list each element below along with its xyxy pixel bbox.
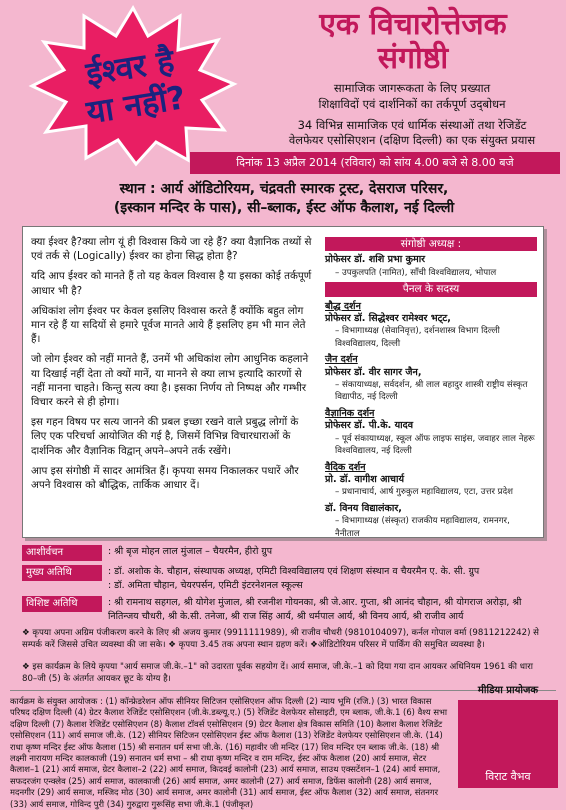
chief-guest-value: : डॉ. अशोक के. चौहान, संस्थापक अध्यक्ष, एमिटी विश्वविद्यालय एवं शिक्षण संस्थान व चैयरमैन ए. के. सी. ग्रुप <box>108 566 480 577</box>
panel-section <box>325 503 537 540</box>
guest-row-chief <box>22 565 544 592</box>
main-content-box <box>22 226 544 538</box>
member-name: प्रो. डॉ. वागीश आचार्य <box>325 473 405 485</box>
section-title: जैन दर्शन <box>325 354 358 366</box>
chief-guest-label: मुख्य अतिथि <box>22 565 102 581</box>
venue-line-1: स्थान : आर्य ऑडिटोरियम, चंद्रवती स्मारक ट्रस्ट, देसराज परिसर, <box>119 181 449 197</box>
panel-section <box>325 354 537 404</box>
media-sponsor-logo <box>458 700 558 788</box>
panel-section <box>325 301 537 351</box>
guest-row-special <box>22 596 544 623</box>
registration-notes <box>22 628 544 653</box>
venue-line-2: (इस्कान मन्दिर के पास), सी–ब्लाक, ईस्ट ऑफ कैलाश, नई दिल्ली <box>113 200 455 216</box>
member-designation: – विभागाध्यक्ष (सेवानिवृत्त), दर्शनशास्त्र विभाग दिल्ली विश्वविद्यालय, दिल्ली <box>335 326 500 349</box>
intro-paragraph: जो लोग ईश्वर को नहीं मानते हैं, उनमें भी अधिकांश लोग आधुनिक कहलाने या दिखाई नहीं देता तो क्यों मानें, या मानने से क्या लाभ इत्यादि कारणों से नहीं मानना चाहते। किन्तु सत्य क्या है। इसका निर्णय तो निष्पक्ष और गम्भीर विचार करने से ही होगा। <box>31 353 309 409</box>
organizations-line <box>262 118 562 148</box>
organizations-line-2: वेलफेयर एसोसिएशन (दक्षिण दिल्ली) का एक संयुक्त प्रयास <box>288 133 536 147</box>
subtitle <box>262 80 562 112</box>
special-guest-value: : श्री रामनाथ सहगल, श्री योगेश मुंजाल, श्री रजनीश गोयनका, श्री जे.आर. गुप्ता, श्री आनंद चौहान, श्री योगराज अरोड़ा, श्री नितिन्जय चौधरी, श्री के.सी. तनेजा, श्री राज सिंह आर्य, श्री धर्मपाल आर्य, श्री विनय आर्य, श्री राजीव आर्य <box>108 597 522 622</box>
speaker-panel <box>325 237 537 543</box>
subtitle-line-1: सामाजिक जागरूकता के लिए प्रख्यात <box>333 81 491 95</box>
chief-guest-value: : डॉ. अमिता चौहान, चेयरपर्सन, एमिटी इंटरनेशनल स्कूल्स <box>108 579 303 591</box>
member-name: प्रोफेसर डॉ. वीर सागर जैन, <box>325 366 422 378</box>
member-designation: – पूर्व संकायाध्यक्ष, स्कूल ऑफ लाइफ साइंस, जवाहर लाल नेहरू विश्वविद्यालय, नई दिल्ली <box>335 433 535 457</box>
members-heading: पैनल के सदस्य <box>325 282 537 296</box>
member-designation: – विभागाध्यक्ष (संस्कृत) राजकीय महाविद्यालय, रामनगर, नैनीताल <box>335 516 510 539</box>
media-sponsor-label: मीडिया प्रायोजक <box>477 685 539 696</box>
member-name: डॉ. विनय विद्यालंकार, <box>325 502 402 514</box>
blessing-label: आशीर्वचन <box>22 545 102 561</box>
section-title: वैदिक दर्शन <box>325 461 366 473</box>
section-title: वैज्ञानिक दर्शन <box>325 407 375 419</box>
badge-line-2: या नहीं? <box>83 78 189 132</box>
member-name: प्रोफेसर डॉ. पी.के. यादव <box>325 420 414 432</box>
tax-note: ❖ इस कार्यक्रम के लिये कृपया "आर्य समाज जी.के.–1" को उदारता पूर्वक सहयोग दें। आर्य समाज, जी.के.–1 को दिया गया दान आयकर अधिनियम 1961 की धारा 80–जी (5) के अंतर्गत आयकर छूट के योग्य है। <box>22 662 533 684</box>
media-sponsor <box>458 682 558 794</box>
date-bar: दिनांक 13 अप्रैल 2014 (रविवार) को सांय 4.00 बजे से 8.00 बजे <box>190 152 560 174</box>
intro-paragraph: क्या ईश्वर है?क्या लोग यूं ही विश्वास किये जा रहे हैं? क्या वैज्ञानिक तथ्यों से एवं तर्क से (Logically) ईश्वर का होना सिद्ध होता है? <box>31 236 312 263</box>
registration-note: ❖ कृपया अपना अग्रिम पंजीकरण करने के लिए श्री अजय कुमार (9911111989), श्री राजीव चौधरी (9810104097), कर्नल गोपाल वर्मा (9811212242) से सम्पर्क करें जिससे उचित व्यवस्था की जा सके। ❖ कृपया 3.45 तक अपना स्थान ग्रहण करें। ❖ऑडिटोरियम परिसर में पार्किंग की समुचित व्यवस्था है। <box>22 628 539 650</box>
chair-name: प्रोफेसर डॉ. शशि प्रभा कुमार <box>325 254 426 266</box>
badge-line-1: ईश्वर है <box>83 41 177 93</box>
member-designation: – प्रधानाचार्य, आर्ष गुरुकुल महाविद्यालय, एटा, उत्तर प्रदेश <box>335 487 513 498</box>
panel-section <box>325 408 537 458</box>
member-designation: – संकायाध्यक्ष, सर्वदर्शन, श्री लाल बहादुर शास्त्री राष्ट्रीय संस्कृत विद्यापीठ, नई दिल्ली <box>335 380 528 403</box>
guest-list <box>22 545 544 627</box>
venue <box>8 180 560 218</box>
blessing-value: : श्री बृज मोहन लाल मुंजाल – चैयरमैन, हीरो ग्रुप <box>108 546 273 557</box>
intro-paragraph: आप इस संगोष्ठी में सादर आमंत्रित हैं। कृपया समय निकालकर पधारें और अपने विश्वास को बौद्धिक, तार्किक आधार दें। <box>31 464 299 492</box>
panel-section <box>325 462 537 499</box>
member-name: प्रोफेसर डॉ. सिद्धेश्वर रामेश्वर भट्‌ट, <box>325 313 451 325</box>
intro-text <box>31 235 313 498</box>
section-title: बौद्ध दर्शन <box>325 300 361 312</box>
intro-paragraph: यदि आप ईश्वर को मानते हैं तो यह केवल विश्वास है या इसका कोई तर्कपूर्ण आधार भी है? <box>31 270 312 297</box>
intro-paragraph: अधिकांश लोग ईश्वर पर केवल इसलिए विश्वास करते हैं क्योंकि बहुत लोग मान रहे हैं या सदियों से हमारे पूर्वज मानते आये हैं इसलिए हम भी मान लेते हैं। <box>31 304 306 346</box>
organizations-line-1: 34 विभिन्न सामाजिक एवं धार्मिक संस्थाओं तथा रेजिडेंट <box>297 118 527 132</box>
title-line-1: एक विचारोत्तेजक <box>319 7 507 42</box>
intro-paragraph: इस गहन विषय पर सत्य जानने की प्रबल इच्छा रखने वाले प्रबुद्ध लोगों के लिए एक परिचर्चा आयोजित की गई है, जिसमें विभिन्न विचारधाराओं के दार्शनिक और वैज्ञानिक विद्वान् अपने–अपने तर्क रखेंगे। <box>31 416 299 457</box>
subtitle-line-2: शिक्षाविदों एवं दार्शनिकों का तर्कपूर्ण उद्‌बोधन <box>318 97 506 111</box>
media-sponsor-name: विराट वैभव <box>485 770 531 783</box>
special-guest-label: विशिष्ट अतिथि <box>22 596 102 612</box>
organizers-list: कार्यक्रम के संयुक्त आयोजक : (1) कॉन्फ्रेडरेशन ऑफ सीनियर सिटिजन एसोसिएशन ऑफ दिल्ली (2) न्याय भूमि (रजि.) (3) भारत विकास परिषद दक्षिण दिल्ली (4) ग्रेटर कैलाश रेजिडेंट एसोसिएशन (जी.के.डब्ल्यू.ए.) (5) रेजिडेंट वेलफेयर सोसाइटी, एम ब्लाक, जी.के.1 (6) वैश्य सभा दक्षिण दिल्ली (7) कैलाश रेजिडेंट एसोसिएशन (8) कैलाश टॉवर्स एसोसिएशन (9) ग्रेटर कैलाश क्षेत्र विकास समिति (10) कैलाश कैलाश रेजिडेंट एसोसिएशन (11) आर्य समाज जी.के. (12) सीनियर सिटिजन एसोसिएशन ईस्ट ऑफ कैलाश (13) रेजिडेंट वेलफेयर एसोसिएशन जी.के. (14) राधा कृष्ण मन्दिर ईस्ट ऑफ कैलाश (15) श्री सनातन धर्म सभा जी.के. (16) महावीर जी मन्दिर (17) शिव मन्दिर एन ब्लाक जी.के. (18) श्री लक्ष्मी नारायण मन्दिर कालकाजी (19) सनातन धर्म सभा – श्री राधा कृष्ण मन्दिर व राम मन्दिर, ईस्ट ऑफ कैलाश (20) आर्य समाज, सेटर कैलाश–1 (21) आर्य समाज, ग्रेटर कैलाश–2 (22) आर्य समाज, किदवई कालोनी (23) आर्य समाज, साउथ एक्सटेंशन–1 (24) आर्य समाज, सफदरजंग एन्क्लेव (25) आर्य समाज, कालकाजी (26) आर्य समाज, अमर कालोनी (27) आर्य समाज, डिफेंस कालोनी (28) आर्य समाज, मदनगीर (29) आर्य समाज, मस्जिद मोठ (30) आर्य समाज, अमर कालोनी (31) आर्य समाज, ईस्ट ऑफ कैलाश (32) आर्य समाज, संतनगर (33) आर्य समाज, गोविन्द पुरी (34) गुरुद्वारा गुरूसिंह सभा जी.के.1 (पंजीकृत) <box>10 696 448 809</box>
page-title <box>268 8 558 76</box>
guest-row-blessing <box>22 545 544 561</box>
chair-designation: – उपकुलपति (नामित), साँची विश्वविद्यालय, भोपाल <box>335 267 497 278</box>
title-line-2: संगोष्ठी <box>377 41 449 76</box>
chair-heading: संगोष्ठी अध्यक्ष : <box>325 237 537 251</box>
title-badge <box>28 6 238 166</box>
